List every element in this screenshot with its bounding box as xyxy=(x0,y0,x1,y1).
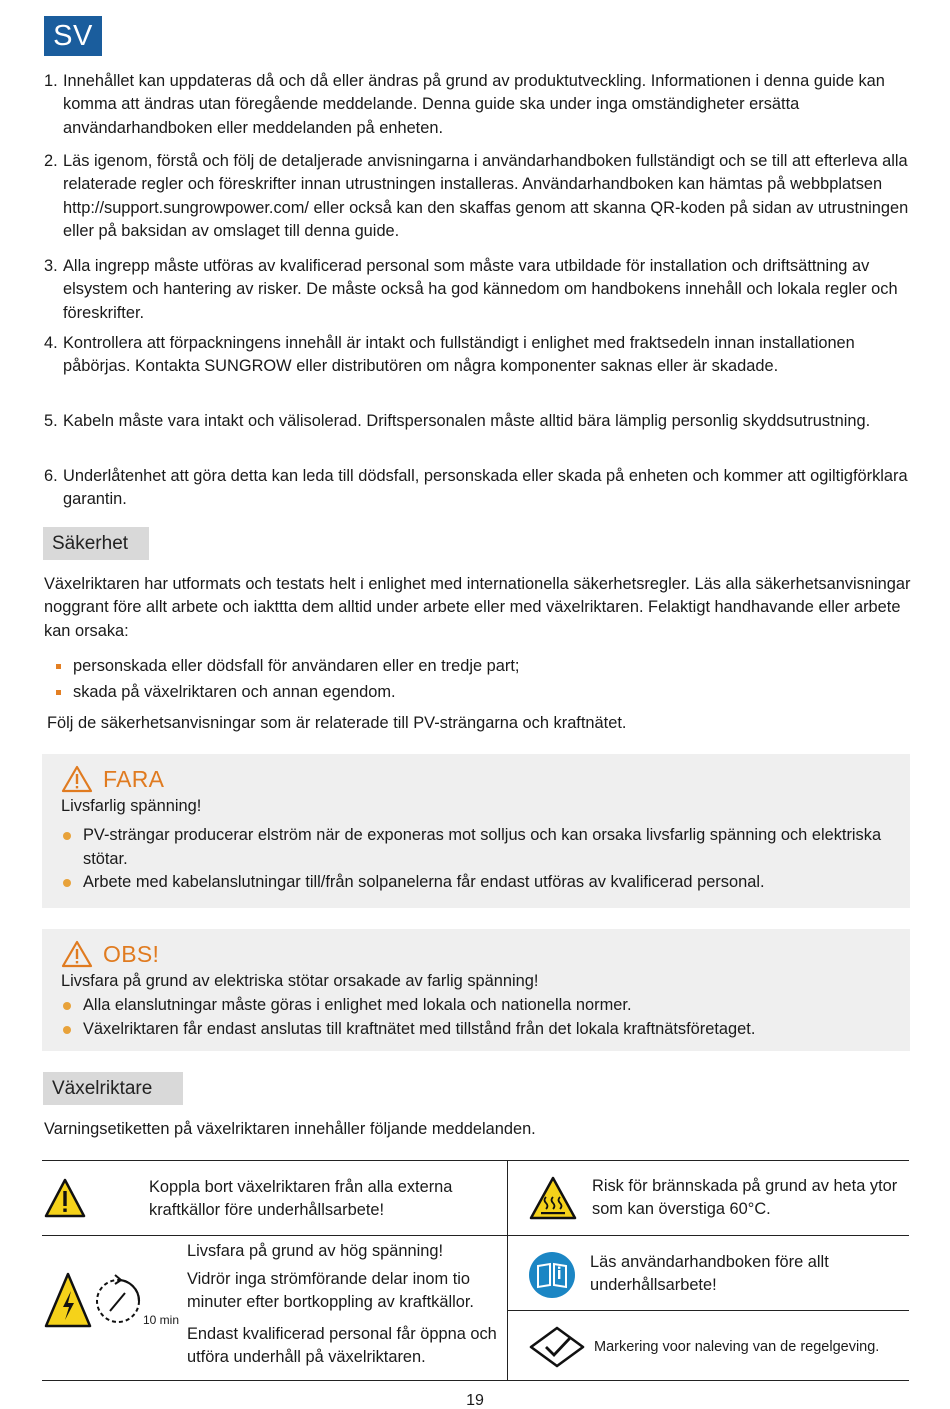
danger-lead: Livsfarlig spänning! xyxy=(61,797,202,815)
notice-item: Alla elanslutningar måste göras i enlighet med lokala och nationella normer. xyxy=(61,994,894,1017)
intro-item: 2. Läs igenom, förstå och följ de detaljerade anvisningarna i användarhandboken fullständigt och se till att efterleva alla relaterade regler och föreskrifter innan utrustningen installeras. Användarhandboken kan hämtas på webbplatsen http://support.sungrowpower.com/ eller också kan den skaffas genom att skanna QR-koden på sidan av utrustningen eller på baksidan av omslaget till denna guide. xyxy=(44,152,909,241)
intro-item-text: Underlåtenhet att göra detta kan leda till dödsfall, personskada eller skada på enheten och kommer att ogiltigförklara garantin. xyxy=(63,467,908,509)
hot-surface-icon xyxy=(528,1175,578,1221)
section-heading-inverter: Växelriktare xyxy=(43,1072,183,1105)
consequence-item: personskada eller dödsfall för användaren eller en tredje part; xyxy=(44,653,914,679)
rcm-mark-icon xyxy=(528,1325,586,1369)
danger-title: FARA xyxy=(61,764,894,794)
label-hv-body: Vidrör inga strömförande delar inom tio minuter efter bortkoppling av kraftkällor. xyxy=(187,1270,474,1312)
table-divider xyxy=(508,1310,909,1311)
notice-lead: Livsfara på grund av elektriska stötar orsakade av farlig spänning! xyxy=(61,972,539,990)
notice-box xyxy=(42,929,910,1051)
danger-list xyxy=(61,824,894,894)
intro-item: 5. Kabeln måste vara intakt och välisolerad. Driftspersonalen måste alltid bära lämplig personlig skyddsutrustning. xyxy=(44,412,871,430)
danger-item: Arbete med kabelanslutningar till/från solpanelerna får endast utföras av kvalificerad personal. xyxy=(61,871,894,894)
notice-item: Växelriktaren får endast anslutas till kraftnätet med tillstånd från det lokala kraftnätsföretaget. xyxy=(61,1018,894,1041)
language-badge: SV xyxy=(44,16,102,56)
consequence-item: skada på växelriktaren och annan egendom. xyxy=(44,679,914,705)
warning-label-table xyxy=(42,1160,909,1381)
intro-item-text: Kontrollera att förpackningens innehåll är intakt och fullständigt i enlighet med fraktsedeln innan installationen påbörjas. Kontakta SUNGROW eller distributören om några komponenter saknas eller är skadade. xyxy=(63,334,855,376)
danger-item: PV-strängar producerar elström när de exponeras mot solljus och kan orsaka livsfarlig spänning och elektriska stötar. xyxy=(61,824,894,871)
safety-intro: Växelriktaren har utformats och testats helt i enlighet med internationella säkerhetsregler. Läs alla säkerhetsanvisningar noggrant före allt arbete och iakttta dem alltid under arbete eller med växelriktaren. Felaktigt handhavande eller arbete kan orsaka: xyxy=(44,575,911,640)
label-disconnect-text: Koppla bort växelriktaren från alla externa kraftkällor före underhållsarbete! xyxy=(149,1178,453,1220)
danger-box xyxy=(42,754,910,908)
label-rcm-text: Markering voor naleving van de regelgeving. xyxy=(594,1339,880,1355)
label-hv-title: Livsfara på grund av hög spänning! xyxy=(187,1242,444,1260)
intro-item-text: Läs igenom, förstå och följ de detaljerade anvisningarna i användarhandboken fullständigt och se till att efterleva alla relaterade regler och föreskrifter innan utrustningen installeras. Användarhandboken kan hämtas på webbplatsen http://support.sungrowpower.com/ eller också kan den skaffas genom att skanna QR-koden på sidan av utrustningen eller på baksidan av omslaget till denna guide. xyxy=(63,152,909,241)
timer-label: 10 min xyxy=(143,1313,180,1327)
general-warning-icon xyxy=(44,1177,86,1219)
warning-triangle-icon xyxy=(61,940,93,968)
table-divider-vertical xyxy=(507,1161,508,1380)
timer-icon xyxy=(94,1271,142,1325)
page-number: 19 xyxy=(466,1392,484,1409)
intro-item: 4. Kontrollera att förpackningens innehåll är intakt och fullständigt i enlighet med fraktsedeln innan installationen påbörjas. Kontakta SUNGROW eller distributören om några komponenter saknas eller är skadade. xyxy=(44,334,855,376)
intro-item-text: Kabeln måste vara intakt och välisolerad. Driftspersonalen måste alltid bära lämplig personlig skyddsutrustning. xyxy=(63,412,871,430)
notice-list xyxy=(61,994,894,1041)
high-voltage-icon xyxy=(44,1271,92,1329)
label-burn-risk-text: Risk för brännskada på grund av heta ytor som kan överstiga 60°C. xyxy=(592,1177,898,1219)
table-divider xyxy=(42,1235,909,1236)
label-read-manual-text: Läs användarhandboken före allt underhållsarbete! xyxy=(590,1253,829,1295)
intro-list xyxy=(44,70,924,515)
read-manual-icon xyxy=(528,1251,576,1299)
warning-triangle-icon xyxy=(61,765,93,793)
inverter-intro: Varningsetiketten på växelriktaren innehåller följande meddelanden. xyxy=(44,1120,536,1138)
consequence-list xyxy=(44,653,914,705)
intro-item: 1. Innehållet kan uppdateras då och då eller ändras på grund av produktutveckling. Informationen i denna guide kan komma att ändras utan föregående meddelande. Denna guide ska under inga omständigheter ersätta användarhandboken eller meddelanden på enheten. xyxy=(44,72,885,137)
notice-title: OBS! xyxy=(61,939,894,969)
intro-item: 3. Alla ingrepp måste utföras av kvalificerad personal som måste vara utbildade för installation och driftsättning av elsystem och hantering av risker. De måste också ha god kännedom om handbokens innehåll och lokala regler och föreskrifter. xyxy=(44,257,898,322)
intro-item-text: Innehållet kan uppdateras då och då eller ändras på grund av produktutveckling. Informationen i denna guide kan komma att ändras utan föregående meddelande. Denna guide ska under inga omständigheter ersätta användarhandboken eller meddelanden på enheten. xyxy=(63,72,885,137)
follow-note: Följ de säkerhetsanvisningar som är relaterade till PV-strängarna och kraftnätet. xyxy=(47,714,627,732)
intro-item: 6. Underlåtenhet att göra detta kan leda till dödsfall, personskada eller skada på enheten och kommer att ogiltigförklara garantin. xyxy=(44,467,908,509)
label-hv-body2: Endast kvalificerad personal får öppna och utföra underhåll på växelriktaren. xyxy=(187,1325,497,1367)
intro-item-text: Alla ingrepp måste utföras av kvalificerad personal som måste vara utbildade för installation och driftsättning av elsystem och hantering av risker. De måste också ha god kännedom om handbokens innehåll och lokala regler och föreskrifter. xyxy=(63,257,898,322)
section-heading-safety: Säkerhet xyxy=(43,527,149,560)
